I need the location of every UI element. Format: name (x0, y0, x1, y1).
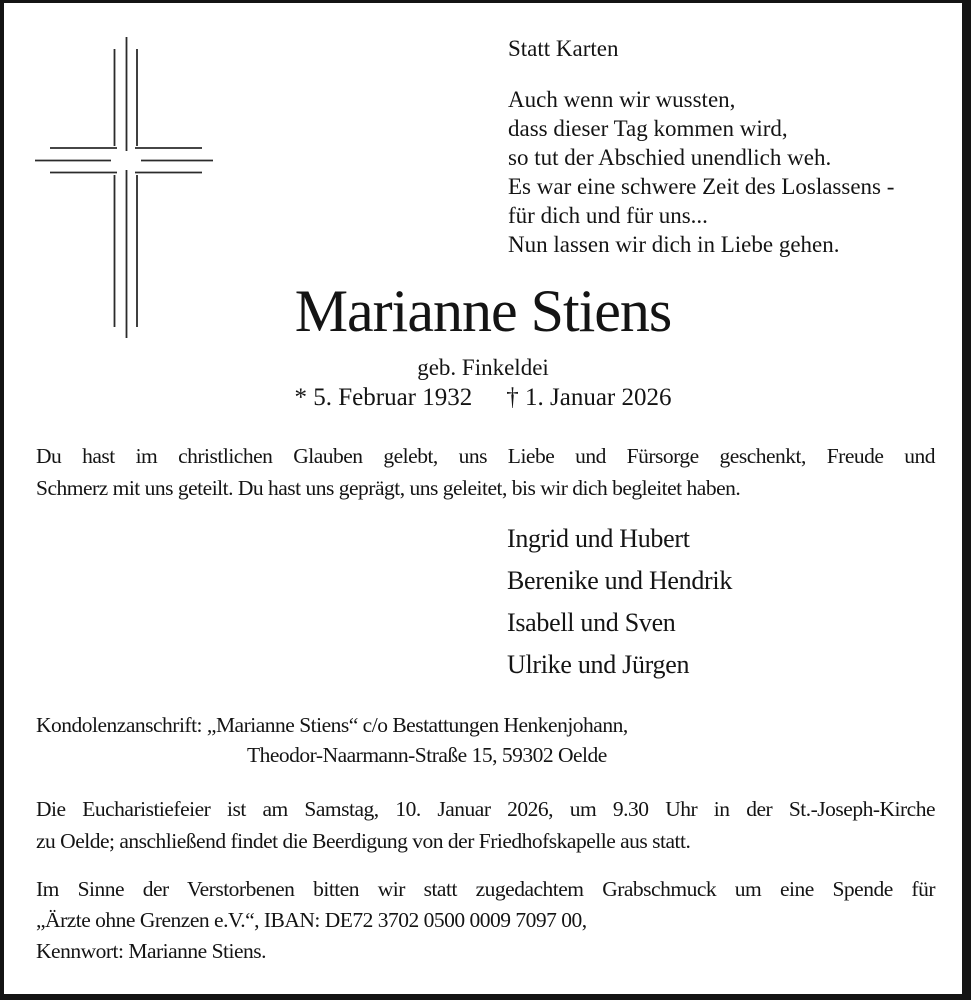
maiden-name: geb. Finkeldei (417, 355, 549, 380)
deceased-name: Marianne Stiens (294, 278, 672, 344)
poem-line: Nun lassen wir dich in Liebe gehen. (508, 232, 840, 257)
poem-line: dass dieser Tag kommen wird, (508, 116, 788, 141)
tribute-line: Schmerz mit uns geteilt. Du hast uns geprägt, uns geleitet, bis wir dich begleitet haben. (36, 476, 741, 500)
death-date: † 1. Januar 2026 (506, 384, 672, 411)
pre-text: Statt Karten (508, 36, 619, 61)
mourner-line: Ingrid und Hubert (507, 524, 690, 553)
poem (508, 85, 894, 259)
donation-line: Kennwort: Marianne Stiens. (36, 939, 267, 963)
tribute-paragraph (36, 440, 935, 504)
donation-line: „Ärzte ohne Grenzen e.V.“, IBAN: DE72 3702 0500 0009 7097 00, (36, 908, 587, 932)
service-line: zu Oelde; anschließend findet die Beerdigung von der Friedhofskapelle aus statt. (36, 829, 691, 853)
donation-line: Im Sinne der Verstorbenen bitten wir statt zugedachtem Grabschmuck um eine Spende für (36, 877, 935, 901)
mourners-list (507, 518, 732, 686)
mourner-line: Berenike und Hendrik (507, 566, 733, 595)
birth-date: * 5. Februar 1932 (294, 384, 473, 411)
poem-line: so tut der Abschied unendlich weh. (508, 145, 832, 170)
poem-line: Auch wenn wir wussten, (508, 87, 736, 112)
poem-line: Es war eine schwere Zeit des Loslassens - (508, 174, 895, 199)
funeral-service-info (36, 793, 935, 857)
condolence-line: Kondolenzanschrift: „Marianne Stiens“ c/o Bestattungen Henkenjohann, (36, 713, 628, 737)
mourner-line: Ulrike und Jürgen (507, 650, 690, 679)
condolence-line: Theodor-Naarmann-Straße 15, 59302 Oelde (247, 743, 607, 767)
poem-line: für dich und für uns... (508, 203, 708, 228)
donation-info (36, 874, 935, 967)
life-dates (4, 384, 962, 412)
mourner-line: Isabell und Sven (507, 608, 676, 637)
service-line: Die Eucharistiefeier ist am Samstag, 10. Januar 2026, um 9.30 Uhr in der St.-Joseph-Kirche (36, 797, 935, 821)
tribute-line: Du hast im christlichen Glauben gelebt, uns Liebe und Fürsorge geschenkt, Freude und (36, 444, 935, 468)
condolence-address (36, 710, 935, 770)
